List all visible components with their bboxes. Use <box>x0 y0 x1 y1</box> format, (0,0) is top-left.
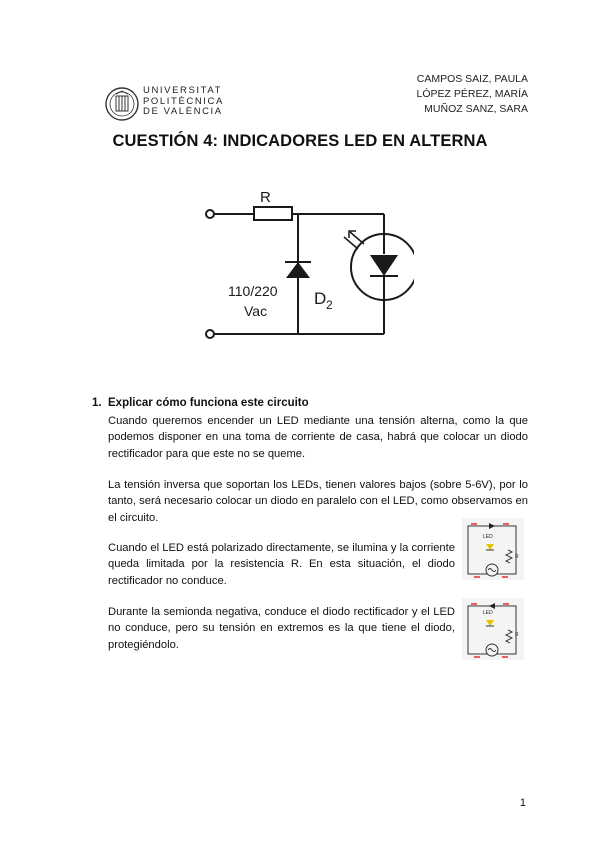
author-3: MUÑOZ SANZ, SARA <box>424 103 528 115</box>
mini-circuit-reverse <box>462 598 524 660</box>
resistor-label: R <box>260 189 271 206</box>
paragraph-2: La tensión inversa que soportan los LEDs, tienen valores bajos (sobre 5-6V), por lo tanto, será necesario colocar un diodo en paralelo con el LED, como observamos en el circuito. <box>108 479 528 524</box>
university-line-3: DE VALÈNCIA <box>143 106 223 117</box>
university-line-1: UNIVERSITAT <box>143 85 223 96</box>
university-name <box>143 86 224 118</box>
university-seal-icon <box>104 86 140 122</box>
mini-circuit-forward <box>462 518 524 580</box>
paragraph-4: Durante la semionda negativa, conduce el diodo rectificador y el LED no conduce, pero su tensión en extremos es la que tiene el diodo, protegiéndolo. <box>108 606 455 651</box>
paragraph-3: Cuando el LED está polarizado directamente, se ilumina y la corriente queda limitada por la resistencia R. En esta situación, el diodo rectificador no conduce. <box>108 542 455 587</box>
diode-label: D <box>314 289 327 308</box>
light-arrows <box>344 231 364 249</box>
input-terminal-bottom <box>206 330 214 338</box>
page-title: CUESTIÓN 4: INDICADORES LED EN ALTERNA <box>112 132 488 150</box>
paragraph-1: Cuando queremos encender un LED mediante una tensión alterna, como la que podemos disponer en una toma de corriente de casa, habrá que colocar un diodo rectificador para que este no se queme. <box>108 415 528 460</box>
diode-subscript: 2 <box>326 298 333 312</box>
section-number: 1. <box>92 397 102 409</box>
mini-r-label-1: R <box>515 554 519 560</box>
mini-r-label-2: R <box>515 632 519 638</box>
authors-block <box>417 72 528 117</box>
university-line-2: POLITÈCNICA <box>143 95 224 107</box>
voltage-unit-label: Vac <box>244 303 268 319</box>
resistor-symbol <box>254 207 292 220</box>
page-number: 1 <box>519 797 526 809</box>
mini-led-label-2: LED <box>483 610 493 616</box>
led-triangle <box>370 255 398 276</box>
mini-led-label-1: LED <box>483 534 493 540</box>
circuit-diagram <box>198 176 414 346</box>
voltage-label: 110/220 <box>228 283 278 299</box>
diode-triangle <box>286 262 310 278</box>
section-heading: Explicar cómo funciona este circuito <box>108 397 309 409</box>
input-terminal-top <box>206 210 214 218</box>
author-2: LÓPEZ PÉREZ, MARÍA <box>416 88 528 100</box>
author-1: CAMPOS SAIZ, PAULA <box>416 73 528 85</box>
